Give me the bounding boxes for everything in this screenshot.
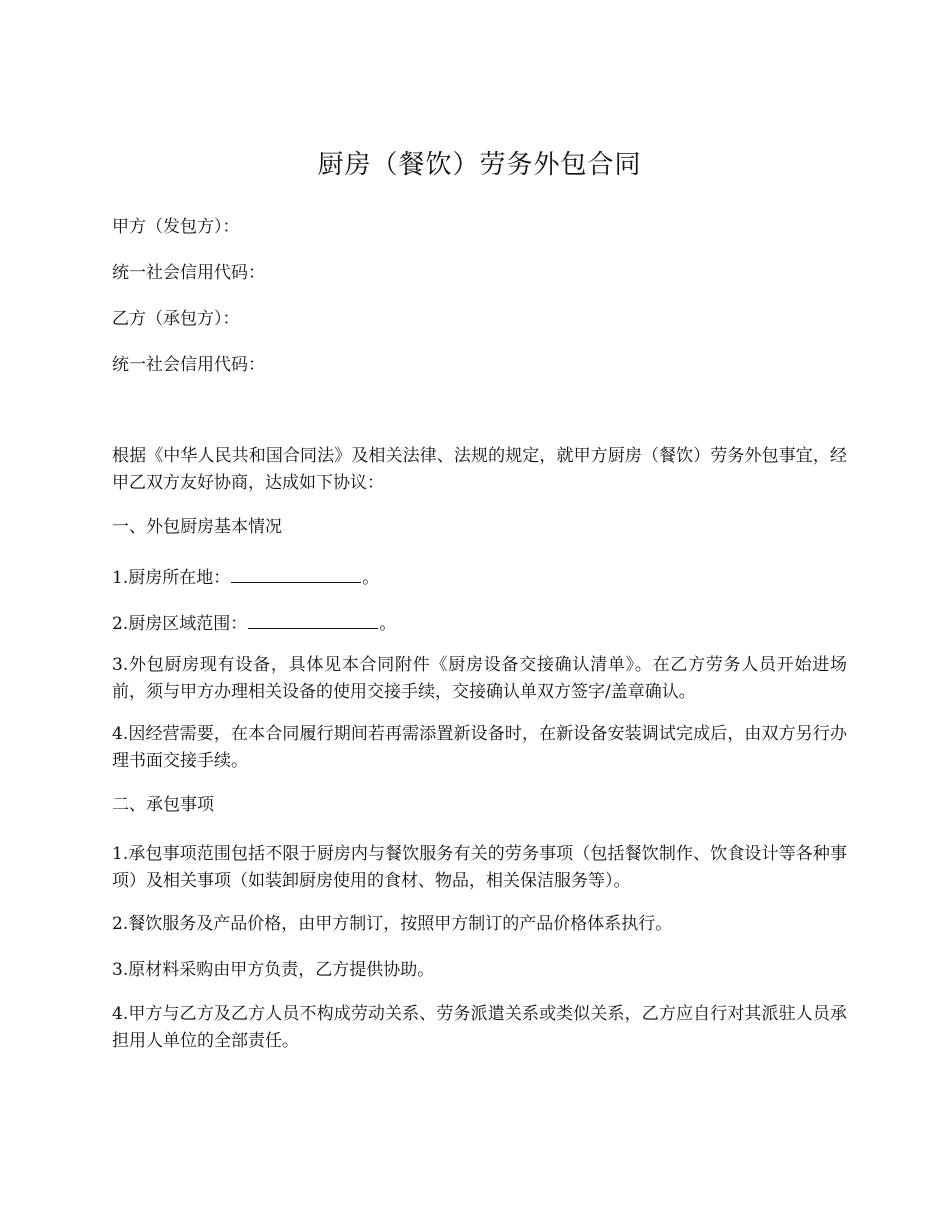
kitchen-area-label: 2.厨房区域范围：	[112, 614, 248, 634]
party-b-line: 乙方（承包方）：	[112, 309, 240, 329]
party-a-credit-code-line: 统一社会信用代码：	[112, 263, 265, 283]
kitchen-area-end: 。	[379, 614, 397, 634]
section1-item1	[112, 564, 847, 589]
section1-item2	[112, 610, 847, 635]
section2-item1: 1.承包事项范围包括不限于厨房内与餐饮服务有关的劳务事项（包括餐饮制作、饮食设计等各种事项）及相关事项（如装卸厨房使用的食材、物品，相关保洁服务等）。	[112, 844, 847, 891]
preamble-paragraph: 根据《中华人民共和国合同法》及相关法律、法规的规定，就甲方厨房（餐饮）劳务外包事宜，经甲乙双方友好协商，达成如下协议：	[112, 446, 847, 493]
section2-item2: 2.餐饮服务及产品价格，由甲方制订，按照甲方制订的产品价格体系执行。	[112, 914, 673, 934]
kitchen-location-label: 1.厨房所在地：	[112, 568, 231, 588]
party-b-credit-code-line: 统一社会信用代码：	[112, 355, 265, 375]
kitchen-area-blank	[248, 610, 378, 629]
section2-item4: 4.甲方与乙方及乙方人员不构成劳动关系、劳务派遣关系或类似关系，乙方应自行对其派驻人员承担用人单位的全部责任。	[112, 1004, 847, 1051]
document-title: 厨房（餐饮）劳务外包合同	[317, 150, 642, 180]
section1-heading: 一、外包厨房基本情况	[112, 517, 282, 537]
section2-item3: 3.原材料采购由甲方负责，乙方提供协助。	[112, 960, 435, 980]
kitchen-location-blank	[231, 564, 361, 583]
section2-heading: 二、承包事项	[112, 795, 214, 815]
section1-item4: 4.因经营需要，在本合同履行期间若再需添置新设备时，在新设备安装调试完成后，由双方另行办理书面交接手续。	[112, 724, 847, 771]
party-a-line: 甲方（发包方）：	[112, 217, 240, 237]
kitchen-location-end: 。	[362, 568, 380, 588]
section1-item3: 3.外包厨房现有设备，具体见本合同附件《厨房设备交接确认清单》。在乙方劳务人员开始进场前，须与甲方办理相关设备的使用交接手续，交接确认单双方签字/盖章确认。	[112, 655, 847, 702]
